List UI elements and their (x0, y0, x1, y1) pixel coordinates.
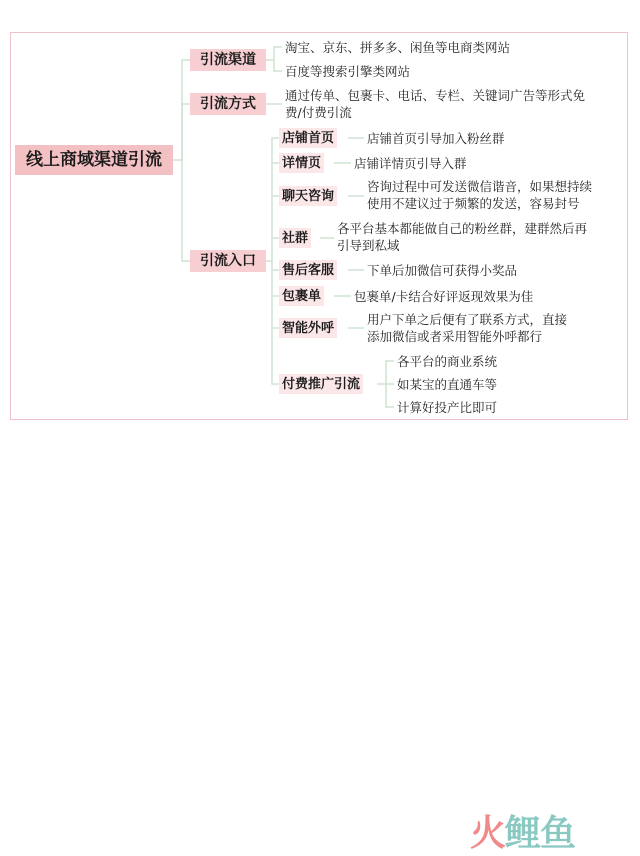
channel-leaf-ecommerce: 淘宝、京东、拼多多、闲鱼等电商类网站 (285, 40, 511, 55)
entry-paid-promotion-node: 付费推广引流 (279, 374, 363, 394)
entry-detail-page-node: 详情页 (279, 153, 324, 173)
branch-entry-node: 引流入口 (190, 250, 266, 272)
entry-smart-call-leaf-line1: 用户下单之后便有了联系方式，直接 (367, 312, 568, 327)
watermark-logo (470, 805, 575, 856)
entry-chat-leaf-line2: 使用不建议过于频繁的发送，容易封号 (367, 196, 580, 211)
entry-store-home-node: 店铺首页 (279, 128, 337, 148)
entry-community-leaf-line2: 引导到私域 (337, 238, 400, 253)
channel-leaf-search: 百度等搜索引擎类网站 (285, 64, 411, 79)
entry-detail-page-leaf: 店铺详情页引导入群 (354, 156, 467, 171)
paid-promotion-leaf-2: 如某宝的直通车等 (397, 377, 498, 392)
branch-channels-node: 引流渠道 (190, 49, 266, 71)
branch-methods-node: 引流方式 (190, 93, 266, 115)
entry-community-node: 社群 (279, 228, 311, 248)
entry-after-sales-node: 售后客服 (279, 260, 337, 280)
entry-package-slip-node: 包裹单 (279, 286, 324, 306)
root-node: 线上商域渠道引流 (15, 145, 173, 175)
methods-leaf-line1: 通过传单、包裹卡、电话、专栏、关键词广告等形式免 (285, 88, 586, 103)
entry-community-leaf-line1: 各平台基本都能做自己的粉丝群，建群然后再 (337, 221, 588, 236)
entry-smart-call-leaf-line2: 添加微信或者采用智能外呼都行 (367, 329, 543, 344)
watermark-part1: 火 (470, 813, 506, 854)
entry-store-home-leaf: 店铺首页引导加入粉丝群 (367, 131, 505, 146)
entry-package-slip-leaf: 包裹单/卡结合好评返现效果为佳 (354, 289, 534, 304)
methods-leaf-line2: 费/付费引流 (285, 105, 352, 120)
paid-promotion-leaf-1: 各平台的商业系统 (397, 354, 498, 369)
entry-chat-leaf-line1: 咨询过程中可发送微信谐音，如果想持续 (367, 179, 593, 194)
entry-chat-node: 聊天咨询 (279, 186, 337, 206)
watermark-part2: 鲤鱼 (505, 813, 576, 854)
entry-smart-call-node: 智能外呼 (279, 318, 337, 338)
paid-promotion-leaf-3: 计算好投产比即可 (397, 400, 498, 415)
entry-after-sales-leaf: 下单后加微信可获得小奖品 (367, 263, 518, 278)
